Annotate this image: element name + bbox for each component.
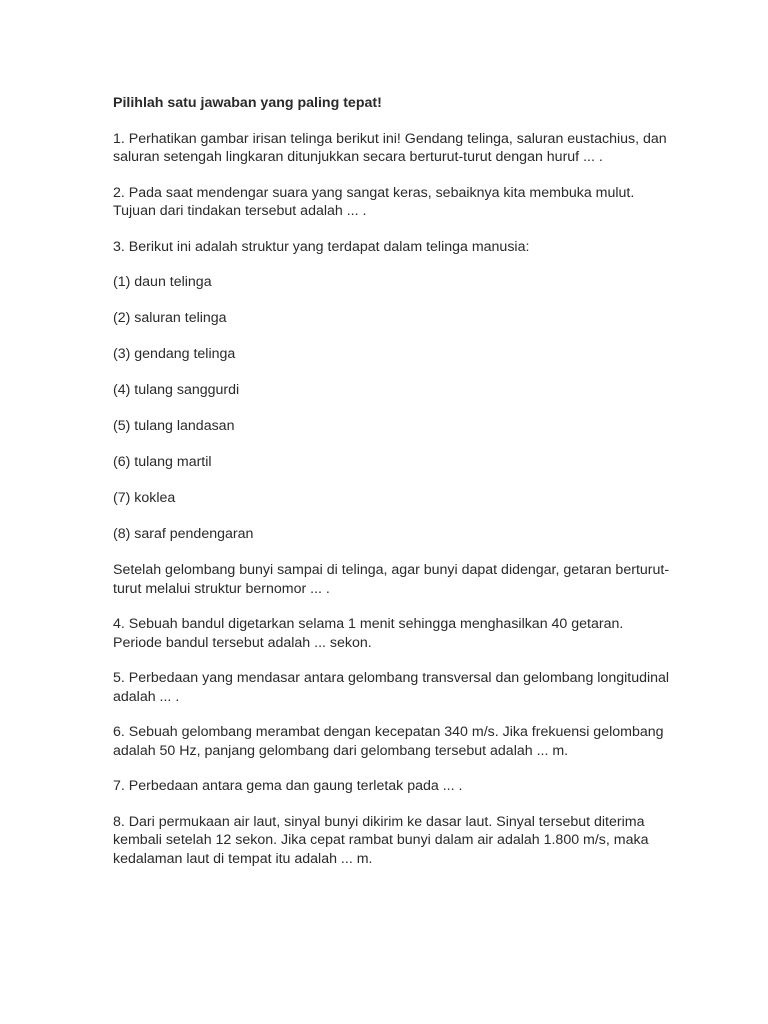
question-7: 7. Perbedaan antara gema dan gaung terletak pada ... .	[113, 778, 463, 794]
question-4: 4. Sebuah bandul digetarkan selama 1 menit sehingga menghasilkan 40 getaran. Periode bandul tersebut adalah ... sekon.	[113, 616, 624, 651]
question-3-intro: 3. Berikut ini adalah struktur yang terdapat dalam telinga manusia:	[113, 238, 530, 255]
question-8: 8. Dari permukaan air laut, sinyal bunyi dikirim ke dasar laut. Sinyal tersebut diterima kembali setelah 12 sekon. Jika cepat rambat bunyi dalam air adalah 1.800 m/s, maka kedalaman laut di tempat itu adalah ... m.	[113, 813, 649, 867]
list-item: (3) gendang telinga	[113, 346, 236, 362]
list-item: (7) koklea	[113, 490, 176, 506]
question-2: 2. Pada saat mendengar suara yang sangat keras, sebaiknya kita membuka mulut. Tujuan dari tindakan tersebut adalah ... .	[113, 184, 635, 219]
list-item: (6) tulang martil	[113, 454, 212, 470]
list-item: (1) daun telinga	[113, 274, 212, 290]
document-page	[113, 94, 673, 885]
page-title: Pilihlah satu jawaban yang paling tepat!	[113, 95, 382, 111]
question-5: 5. Perbedaan yang mendasar antara gelombang transversal dan gelombang longitudinal adalah ... .	[113, 670, 670, 705]
question-3-prompt: Setelah gelombang bunyi sampai di telinga, agar bunyi dapat didengar, getaran berturut-turut melalui struktur bernomor ... .	[113, 562, 670, 597]
list-item: (2) saluran telinga	[113, 310, 227, 326]
list-item: (4) tulang sanggurdi	[113, 382, 240, 398]
list-item: (5) tulang landasan	[113, 418, 235, 434]
question-6: 6. Sebuah gelombang merambat dengan kecepatan 340 m/s. Jika frekuensi gelombang adalah 50 Hz, panjang gelombang dari gelombang tersebut adalah ... m.	[113, 724, 664, 759]
question-1: 1. Perhatikan gambar irisan telinga berikut ini! Gendang telinga, saluran eustachius, dan saluran setengah lingkaran ditunjukkan secara berturut-turut dengan huruf ... .	[113, 130, 667, 165]
list-item: (8) saraf pendengaran	[113, 526, 254, 542]
